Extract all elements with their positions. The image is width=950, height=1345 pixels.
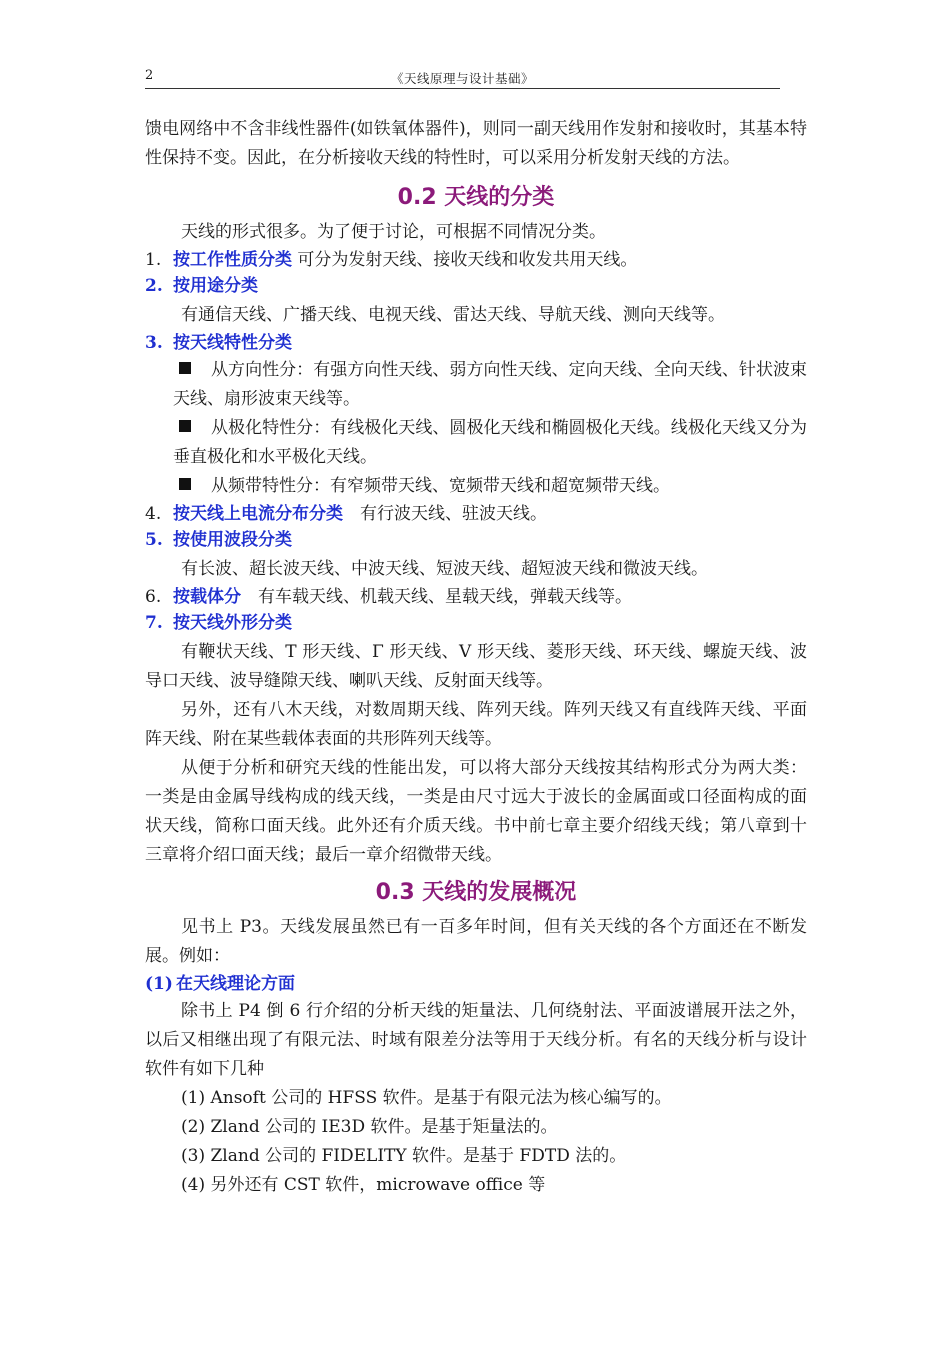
item-label: 按载体分 xyxy=(173,587,241,607)
item-number: 7. xyxy=(145,613,163,633)
item-number: 6. xyxy=(145,587,162,607)
software-item-others: (4) 另外还有 CST 软件，microwave office 等 xyxy=(181,1175,546,1195)
software-item-ie3d: (2) Zland 公司的 IE3D 软件。是基于矩量法的。 xyxy=(181,1117,558,1137)
subsection-theory xyxy=(145,971,807,997)
list-item-2-detail: 有通信天线、广播天线、电视天线、雷达天线、导航天线、测向天线等。 xyxy=(181,305,725,325)
list-item-1 xyxy=(145,247,807,273)
paragraph-other-antennas: 另外，还有八木天线，对数周期天线、阵列天线。阵列天线又有直线阵天线、平面阵天线、附在某些载体表面的共形阵列天线等。 xyxy=(145,700,807,749)
item-number: 3. xyxy=(145,333,163,353)
item-label: 按天线外形分类 xyxy=(173,613,292,633)
square-bullet-icon xyxy=(179,362,191,374)
list-item-2 xyxy=(145,273,807,299)
item-text: 有行波天线、驻波天线。 xyxy=(343,504,547,524)
bullet-directivity: 从方向性分：有强方向性天线、弱方向性天线、定向天线、全向天线、针状波束天线、扇形波束天线等。 xyxy=(173,360,807,409)
list-item-6 xyxy=(145,584,807,610)
page-header xyxy=(145,68,780,89)
paragraph-structure: 从便于分析和研究天线的性能出发，可以将大部分天线按其结构形式分为两大类：一类是由金属导线构成的线天线，一类是由尺寸远大于波长的金属面或口径面构成的面状天线，简称口面天线。此外还有介质天线。书中前七章主要介绍线天线；第八章到十三章将介绍口面天线；最后一章介绍微带天线。 xyxy=(145,758,807,865)
list-item-7 xyxy=(145,610,807,636)
square-bullet-icon xyxy=(179,420,191,432)
item-number: 4. xyxy=(145,504,162,524)
list-item-7-detail: 有鞭状天线、T 形天线、Γ 形天线、V 形天线、菱形天线、环天线、螺旋天线、波导口天线、波导缝隙天线、喇叭天线、反射面天线等。 xyxy=(145,642,807,691)
item-number: 5. xyxy=(145,530,163,550)
item-number: (1) xyxy=(145,974,173,994)
item-label: 按工作性质分类 xyxy=(173,250,292,270)
list-item-3 xyxy=(145,330,807,356)
bullet-polarization: 从极化特性分：有线极化天线、圆极化天线和椭圆极化天线。线极化天线又分为垂直极化和水平极化天线。 xyxy=(173,418,807,467)
item-text: 可分为发射天线、接收天线和收发共用天线。 xyxy=(292,250,638,270)
section-title-0-2: 0.2 天线的分类 xyxy=(397,185,555,210)
section-title-0-3: 0.3 天线的发展概况 xyxy=(375,880,577,905)
section-0-3-lead: 见书上 P3。天线发展虽然已有一百多年时间，但有关天线的各个方面还在不断发展。例如： xyxy=(145,917,807,966)
software-item-hfss: (1) Ansoft 公司的 HFSS 软件。是基于有限元法为核心编写的。 xyxy=(181,1088,672,1108)
software-item-fidelity: (3) Zland 公司的 FIDELITY 软件。是基于 FDTD 法的。 xyxy=(181,1146,627,1166)
item-number: 1. xyxy=(145,250,162,270)
page-content xyxy=(145,115,807,1200)
square-bullet-icon xyxy=(179,478,191,490)
list-item-4 xyxy=(145,501,807,527)
item-label: 按用途分类 xyxy=(173,276,258,296)
bullet-bandwidth: 从频带特性分：有窄频带天线、宽频带天线和超宽频带天线。 xyxy=(145,472,807,501)
item-label: 按使用波段分类 xyxy=(173,530,292,550)
item-number: 2. xyxy=(145,276,163,296)
item-text: 有车载天线、机载天线、星载天线，弹载天线等。 xyxy=(241,587,632,607)
item-label: 按天线上电流分布分类 xyxy=(173,504,343,524)
intro-paragraph: 馈电网络中不含非线性器件(如铁氧体器件)，则同一副天线用作发射和接收时，其基本特性保持不变。因此，在分析接收天线的特性时，可以采用分析发射天线的方法。 xyxy=(145,119,807,168)
page-number: 2 xyxy=(145,68,154,83)
item-label: 在天线理论方面 xyxy=(176,974,295,994)
list-item-5-detail: 有长波、超长波天线、中波天线、短波天线、超短波天线和微波天线。 xyxy=(181,559,708,579)
book-title: 《天线原理与设计基础》 xyxy=(390,71,534,86)
item-label: 按天线特性分类 xyxy=(173,333,292,353)
section-0-2-lead: 天线的形式很多。为了便于讨论，可根据不同情况分类。 xyxy=(181,222,606,242)
subsection-theory-text: 除书上 P4 倒 6 行介绍的分析天线的矩量法、几何绕射法、平面波谱展开法之外，以后又相继出现了有限元法、时域有限差分法等用于天线分析。有名的天线分析与设计软件有如下几种 xyxy=(145,1001,807,1079)
list-item-5 xyxy=(145,527,807,553)
